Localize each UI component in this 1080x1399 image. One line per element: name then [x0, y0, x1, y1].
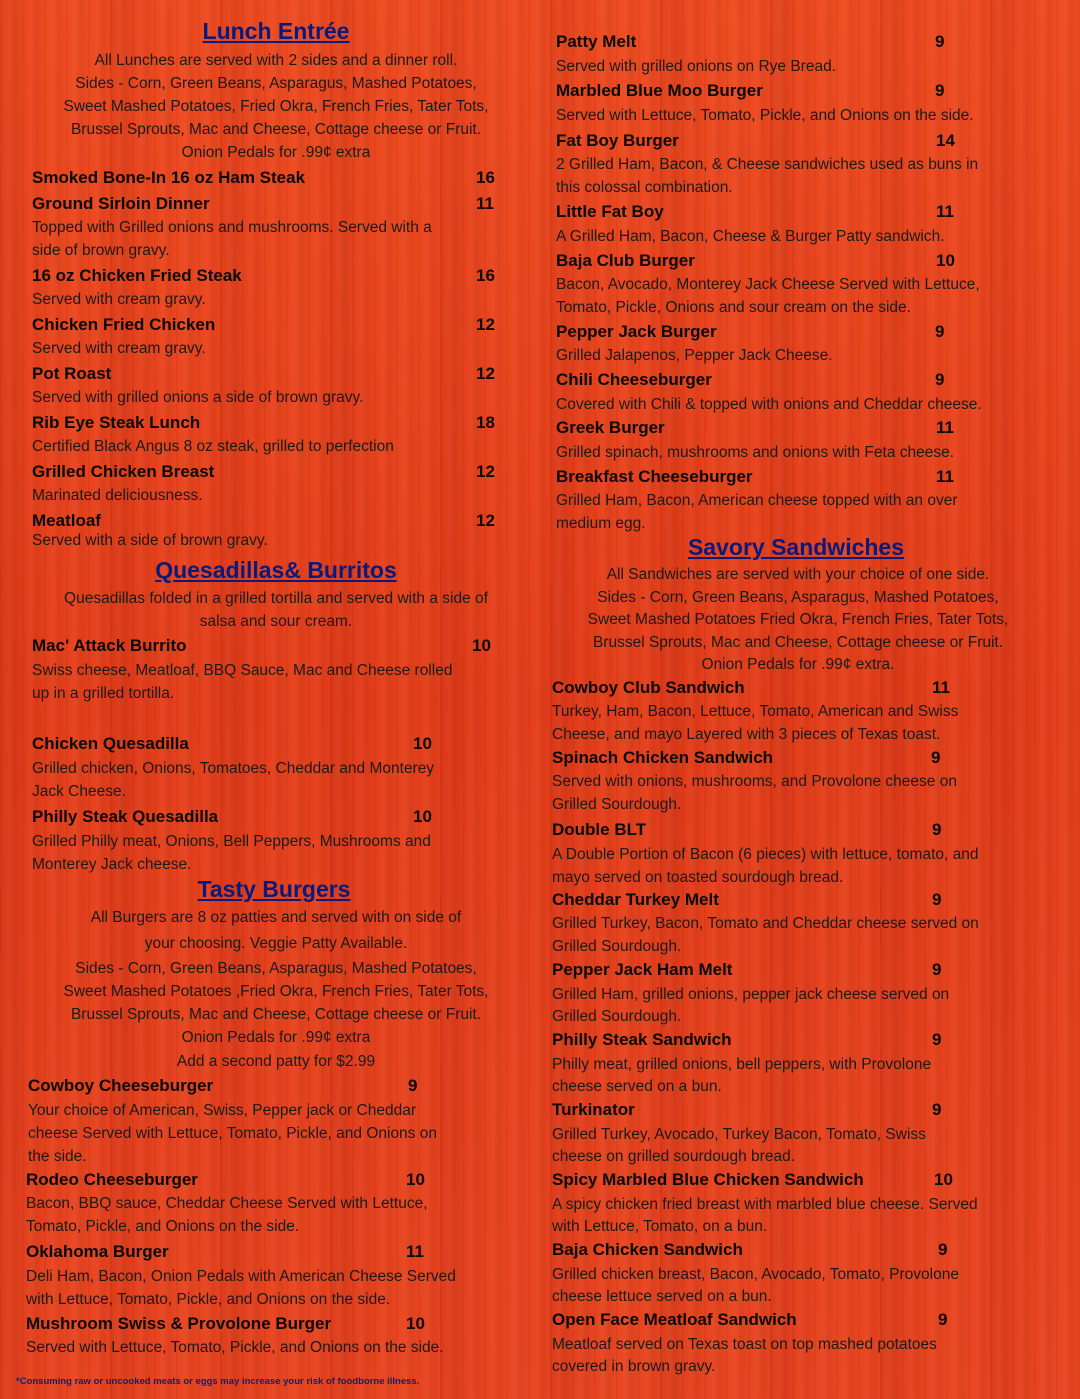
menu-item-description: Certified Black Angus 8 oz steak, grilled to perfection	[32, 438, 394, 455]
menu-item-description: Grilled Sourdough.	[552, 796, 682, 813]
menu-item-price: 9	[935, 370, 945, 389]
menu-item-name: Pepper Jack Burger	[556, 322, 717, 341]
menu-item-price: 9	[935, 32, 945, 51]
menu-item-description: Served with Lettuce, Tomato, Pickle, and Onions on the side.	[26, 1339, 444, 1356]
menu-item-name: Open Face Meatloaf Sandwich	[552, 1310, 797, 1329]
menu-item-description: Grilled Sourdough.	[552, 1008, 682, 1025]
menu-item-description: medium egg.	[556, 515, 646, 532]
menu-item-description: Grilled Ham, Bacon, American cheese topped with an over	[556, 492, 958, 509]
menu-item-price: 11	[932, 678, 950, 697]
menu-item-name: Rodeo Cheeseburger	[26, 1170, 198, 1189]
food-safety-disclaimer: *Consuming raw or uncooked meats or eggs may increase your risk of foodborne illness.	[16, 1376, 420, 1387]
menu-item-description: Grilled chicken breast, Bacon, Avocado, Tomato, Provolone	[552, 1266, 959, 1283]
menu-item-price: 9	[935, 322, 945, 341]
menu-item-description: cheese on grilled sourdough bread.	[552, 1148, 796, 1165]
menu-item-description: Monterey Jack cheese.	[32, 856, 192, 873]
burgers-intro-line: Brussel Sprouts, Mac and Cheese, Cottage cheese or Fruit.	[70, 1006, 482, 1023]
menu-item-name: Marbled Blue Moo Burger	[556, 81, 763, 100]
menu-item-name: Breakfast Cheeseburger	[556, 467, 753, 486]
menu-item-price: 11	[476, 194, 494, 213]
menu-item-price: 9	[932, 1100, 942, 1119]
sandwiches-intro-line: Sides - Corn, Green Beans, Asparagus, Mashed Potatoes,	[597, 589, 999, 606]
menu-item-description: Grilled Turkey, Bacon, Tomato and Cheddar cheese served on	[552, 915, 979, 932]
burgers-intro-line: Onion Pedals for .99¢ extra	[181, 1029, 371, 1046]
menu-item-description: cheese Served with Lettuce, Tomato, Pickle, and Onions on	[28, 1125, 437, 1142]
menu-item-price: 10	[936, 251, 955, 270]
menu-item-description: Jack Cheese.	[32, 783, 126, 800]
lunch-intro-line: Onion Pedals for .99¢ extra	[181, 144, 371, 161]
menu-item-name: Meatloaf	[32, 511, 101, 530]
menu-item-price: 9	[932, 1030, 942, 1049]
menu-item-price: 16	[476, 266, 495, 285]
menu-item-price: 11	[936, 418, 954, 437]
menu-item-description: Grilled Sourdough.	[552, 938, 682, 955]
menu-item-description: the side.	[28, 1148, 87, 1165]
menu-item-price: 12	[476, 511, 495, 530]
menu-item-name: Greek Burger	[556, 418, 665, 437]
sandwiches-intro-line: All Sandwiches are served with your choice of one side.	[606, 566, 990, 583]
menu-item-name: 16 oz Chicken Fried Steak	[32, 266, 242, 285]
quesadillas-intro-line: salsa and sour cream.	[199, 613, 353, 630]
section-title-lunch: Lunch Entrée	[202, 18, 350, 44]
menu-item-price: 11	[936, 467, 954, 486]
menu-item-description: A Double Portion of Bacon (6 pieces) with lettuce, tomato, and	[552, 846, 979, 863]
menu-item-description: covered in brown gravy.	[552, 1358, 716, 1375]
menu-item-description: Grilled Jalapenos, Pepper Jack Cheese.	[556, 347, 833, 364]
menu-item-name: Chili Cheeseburger	[556, 370, 712, 389]
menu-item-name: Little Fat Boy	[556, 202, 664, 221]
menu-item-description: Topped with Grilled onions and mushrooms. Served with a	[32, 219, 432, 236]
menu-item-description: with Lettuce, Tomato, Pickle, and Onions on the side.	[26, 1291, 391, 1308]
menu-item-price: 12	[476, 462, 495, 481]
menu-item-name: Spicy Marbled Blue Chicken Sandwich	[552, 1170, 864, 1189]
quesadillas-intro-line: Quesadillas folded in a grilled tortilla and served with a side of	[64, 590, 488, 607]
menu-item-name: Patty Melt	[556, 32, 637, 51]
menu-item-name: Pot Roast	[32, 364, 112, 383]
burgers-intro-line: your choosing. Veggie Patty Available.	[144, 935, 408, 952]
menu-item-name: Mac' Attack Burrito	[32, 636, 187, 655]
menu-item-description: Served with onions, mushrooms, and Provolone cheese on	[552, 773, 957, 790]
menu-item-description: with Lettuce, Tomato, on a bun.	[552, 1218, 768, 1235]
menu-item-description: Grilled Turkey, Avocado, Turkey Bacon, Tomato, Swiss	[552, 1126, 926, 1143]
menu-item-description: Meatloaf served on Texas toast on top mashed potatoes	[552, 1336, 937, 1353]
menu-item-description: Grilled Philly meat, Onions, Bell Peppers, Mushrooms and	[32, 833, 431, 850]
menu-item-description: Served with cream gravy.	[32, 291, 206, 308]
menu-item-price: 9	[932, 820, 942, 839]
menu-item-description: Grilled chicken, Onions, Tomatoes, Cheddar and Monterey	[32, 760, 435, 777]
menu-item-price: 10	[934, 1170, 953, 1189]
menu-item-description: Grilled Ham, grilled onions, pepper jack cheese served on	[552, 986, 950, 1003]
menu-item-description: A Grilled Ham, Bacon, Cheese & Burger Patty sandwich.	[556, 228, 945, 245]
menu-item-price: 9	[938, 1240, 948, 1259]
menu-item-name: Baja Chicken Sandwich	[552, 1240, 743, 1259]
menu-item-description: Marinated deliciousness.	[32, 487, 203, 504]
menu-item-description: mayo served on toasted sourdough bread.	[552, 869, 844, 886]
menu-item-price: 9	[932, 960, 942, 979]
menu-item-price: 11	[406, 1242, 424, 1261]
menu-item-description: Tomato, Pickle, and Onions on the side.	[26, 1218, 300, 1235]
menu-item-description: Swiss cheese, Meatloaf, BBQ Sauce, Mac and Cheese rolled	[32, 662, 453, 679]
menu-item-name: Philly Steak Quesadilla	[32, 807, 219, 826]
menu-item-description: A spicy chicken fried breast with marbled blue cheese. Served	[552, 1196, 978, 1213]
menu-item-name: Cowboy Cheeseburger	[28, 1076, 214, 1095]
menu-item-price: 18	[476, 413, 495, 432]
menu-item-description: Served with grilled onions on Rye Bread.	[556, 58, 837, 75]
menu-item-price: 10	[413, 807, 432, 826]
menu-item-description: Your choice of American, Swiss, Pepper jack or Cheddar	[28, 1102, 416, 1119]
menu-item-name: Cheddar Turkey Melt	[552, 890, 719, 909]
menu-item-name: Grilled Chicken Breast	[32, 462, 215, 481]
menu-item-price: 9	[938, 1310, 948, 1329]
menu-item-name: Ground Sirloin Dinner	[32, 194, 210, 213]
menu-item-price: 9	[935, 81, 945, 100]
menu-item-name: Pepper Jack Ham Melt	[552, 960, 733, 979]
sandwiches-intro-line: Brussel Sprouts, Mac and Cheese, Cottage cheese or Fruit.	[592, 634, 1004, 651]
menu-item-description: side of brown gravy.	[32, 242, 170, 259]
menu-item-name: Mushroom Swiss & Provolone Burger	[26, 1314, 332, 1333]
lunch-intro-line: Sweet Mashed Potatoes, Fried Okra, French Fries, Tater Tots,	[63, 98, 489, 115]
menu-item-price: 11	[936, 202, 954, 221]
menu-item-name: Baja Club Burger	[556, 251, 695, 270]
menu-item-price: 14	[936, 131, 955, 150]
menu-item-price: 9	[408, 1076, 418, 1095]
menu-item-price: 10	[472, 636, 491, 655]
menu-item-price: 12	[476, 315, 495, 334]
menu-item-description: Bacon, BBQ sauce, Cheddar Cheese Served with Lettuce,	[26, 1195, 428, 1212]
menu-item-description: Served with cream gravy.	[32, 340, 206, 357]
menu-item-description: this colossal combination.	[556, 179, 733, 196]
menu-item-name: Fat Boy Burger	[556, 131, 679, 150]
sandwiches-intro-line: Sweet Mashed Potatoes Fried Okra, French Fries, Tater Tots,	[587, 611, 1009, 628]
section-title-quesadillas: Quesadillas& Burritos	[155, 557, 397, 583]
menu-item-description: Served with grilled onions a side of brown gravy.	[32, 389, 364, 406]
burgers-intro-line: All Burgers are 8 oz patties and served with on side of	[90, 909, 462, 926]
menu-item-price: 10	[406, 1314, 425, 1333]
burgers-intro-line: Sides - Corn, Green Beans, Asparagus, Mashed Potatoes,	[75, 960, 477, 977]
burgers-intro-line: Sweet Mashed Potatoes ,Fried Okra, French Fries, Tater Tots,	[63, 983, 489, 1000]
burgers-intro-line: Add a second patty for $2.99	[176, 1053, 376, 1070]
menu-item-name: Philly Steak Sandwich	[552, 1030, 732, 1049]
menu-item-description: up in a grilled tortilla.	[32, 685, 175, 702]
menu-item-description: Deli Ham, Bacon, Onion Pedals with American Cheese Served	[26, 1268, 456, 1285]
menu-item-description: Cheese, and mayo Layered with 3 pieces of Texas toast.	[552, 726, 941, 743]
menu-item-description: cheese lettuce served on a bun.	[552, 1288, 772, 1305]
menu-item-description: Served with Lettuce, Tomato, Pickle, and Onions on the side.	[556, 107, 974, 124]
menu-item-description: 2 Grilled Ham, Bacon, & Cheese sandwiches used as buns in	[556, 156, 979, 173]
menu-item-name: Chicken Quesadilla	[32, 734, 189, 753]
menu-item-price: 9	[932, 890, 942, 909]
menu-item-description: Grilled spinach, mushrooms and onions with Feta cheese.	[556, 444, 955, 461]
menu-item-price: 10	[406, 1170, 425, 1189]
menu-item-price: 9	[931, 748, 941, 767]
sandwiches-intro-line: Onion Pedals for .99¢ extra.	[701, 656, 895, 673]
menu-item-name: Double BLT	[552, 820, 647, 839]
lunch-intro-line: Sides - Corn, Green Beans, Asparagus, Mashed Potatoes,	[75, 75, 477, 92]
menu-item-name: Chicken Fried Chicken	[32, 315, 216, 334]
menu-item-price: 12	[476, 364, 495, 383]
menu-item-description: Covered with Chili & topped with onions and Cheddar cheese.	[556, 396, 982, 413]
menu-item-description: Served with a side of brown gravy.	[32, 532, 268, 549]
menu-item-name: Turkinator	[552, 1100, 635, 1119]
menu-item-name: Rib Eye Steak Lunch	[32, 413, 201, 432]
menu-item-name: Oklahoma Burger	[26, 1242, 169, 1261]
menu-item-description: Turkey, Ham, Bacon, Lettuce, Tomato, American and Swiss	[552, 703, 959, 720]
menu-item-description: Bacon, Avocado, Monterey Jack Cheese Served with Lettuce,	[556, 276, 980, 293]
menu-item-price: 10	[413, 734, 432, 753]
menu-item-description: cheese served on a bun.	[552, 1078, 722, 1095]
menu-item-price: 16	[476, 168, 495, 187]
menu-item-name: Cowboy Club Sandwich	[552, 678, 745, 697]
lunch-intro-line: All Lunches are served with 2 sides and a dinner roll.	[94, 52, 458, 69]
lunch-intro-line: Brussel Sprouts, Mac and Cheese, Cottage cheese or Fruit.	[70, 121, 482, 138]
menu-item-description: Tomato, Pickle, Onions and sour cream on the side.	[556, 299, 911, 316]
menu-item-description: Philly meat, grilled onions, bell peppers, with Provolone	[552, 1056, 932, 1073]
section-title-burgers: Tasty Burgers	[197, 876, 351, 902]
menu-item-name: Smoked Bone-In 16 oz Ham Steak	[32, 168, 306, 187]
menu-item-name: Spinach Chicken Sandwich	[552, 748, 774, 767]
section-title-sandwiches: Savory Sandwiches	[687, 534, 905, 560]
